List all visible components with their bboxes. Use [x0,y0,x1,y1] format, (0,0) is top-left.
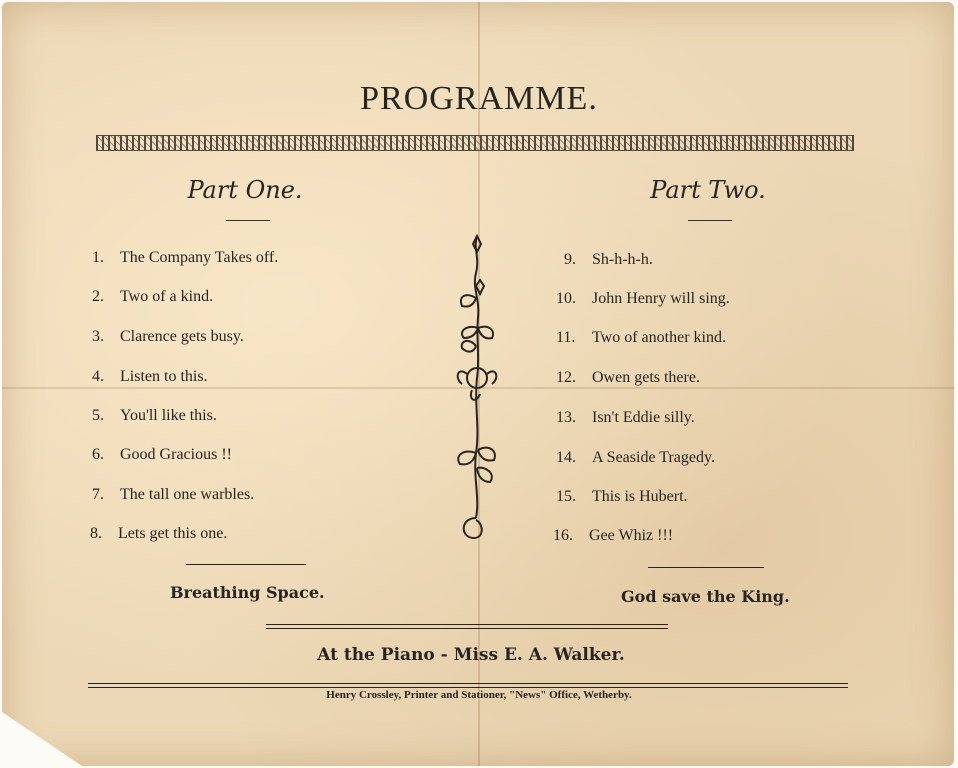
programme-item: 2. Two of a kind. [92,288,214,305]
programme-item: 12. Owen gets there. [556,369,700,386]
programme-item: 10. John Henry will sing. [556,290,730,307]
breathing-space-label: Breathing Space. [170,583,325,602]
programme-item: 13. Isn't Eddie silly. [556,409,695,426]
god-save-the-king-label: God save the King. [621,587,790,606]
printer-top-rule [88,683,848,684]
programme-item: 5. You'll like this. [92,407,217,424]
programme-item: 6. Good Gracious !! [92,446,232,463]
programme-item: 9. Sh-h-h-h. [564,251,653,268]
programme-item: 14. A Seaside Tragedy. [556,449,715,466]
page-title: PROGRAMME. [360,80,598,117]
part-two-rule [688,220,732,221]
programme-item: 3. Clarence gets busy. [92,328,244,345]
printer-top-rule-2 [88,687,848,688]
piano-top-rule-2 [266,628,668,629]
part-one-end-rule [186,564,306,565]
programme-item: 1. The Company Takes off. [92,249,279,266]
printer-credit: Henry Crossley, Printer and Stationer, "News" Office, Wetherby. [326,689,632,701]
part-one-rule [226,220,270,221]
part-two-heading: Part Two. [650,176,766,204]
programme-item: 8. Lets get this one. [90,525,228,542]
programme-item: 15. This is Hubert. [556,488,688,505]
floral-vine-icon [440,228,510,548]
part-two-end-rule [648,567,764,568]
ornamental-border [96,135,854,151]
programme-item: 16. Gee Whiz !!! [553,527,674,544]
programme-item: 4. Listen to this. [92,368,208,385]
torn-corner [2,712,82,766]
piano-credit: At the Piano - Miss E. A. Walker. [317,645,625,665]
piano-top-rule [266,624,668,625]
part-one-heading: Part One. [187,176,303,204]
programme-item: 11. Two of another kind. [556,329,726,346]
programme-item: 7. The tall one warbles. [92,486,255,503]
